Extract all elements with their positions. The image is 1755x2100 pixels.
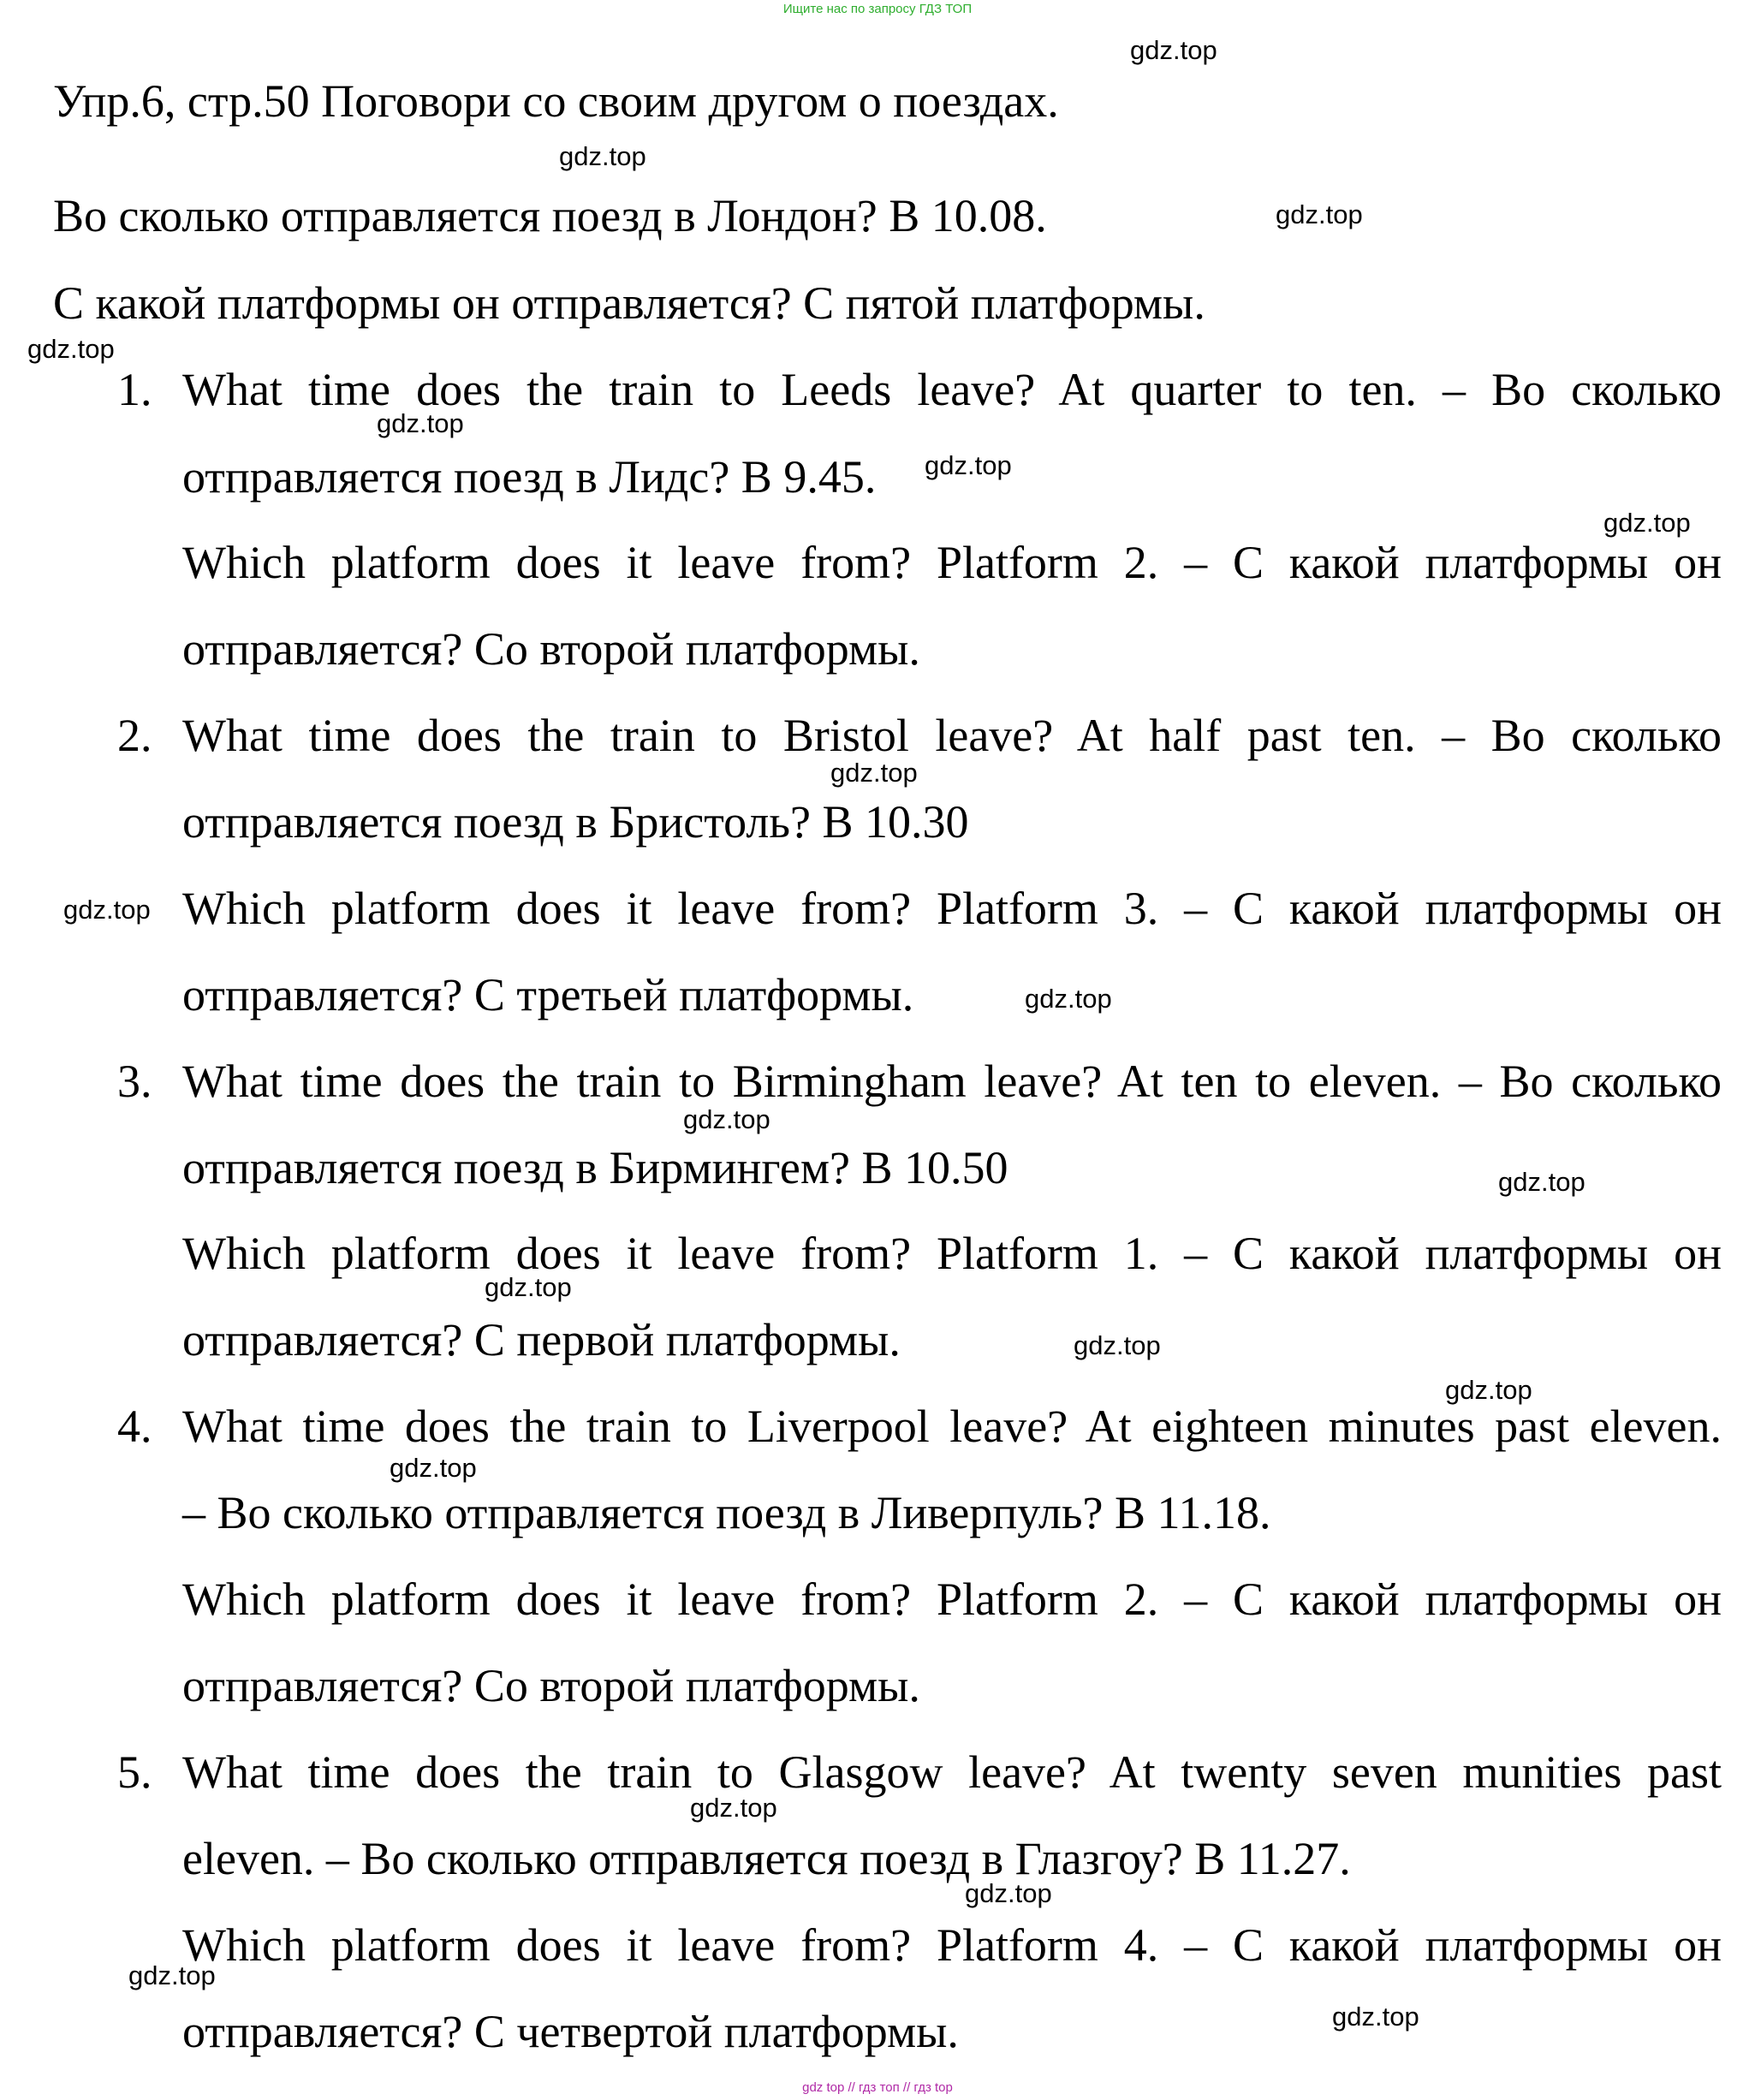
item-question-line: отправляется поезд в Лидс? В 9.45.	[182, 451, 877, 503]
footer-banner: gdz top // гдз топ // гдз top	[802, 2080, 953, 2095]
watermark: gdz.top	[63, 895, 151, 925]
watermark: gdz.top	[377, 408, 464, 438]
watermark: gdz.top	[1074, 1330, 1161, 1360]
watermark: gdz.top	[485, 1272, 572, 1302]
watermark: gdz.top	[830, 758, 918, 788]
item-question-line: eleven. – Во сколько отправляется поезд в Глазгоу? В 11.27.	[182, 1833, 1351, 1884]
item-number: 5.	[117, 1746, 152, 1798]
watermark: gdz.top	[1025, 984, 1112, 1014]
watermark: gdz.top	[1130, 35, 1217, 65]
item-platform-line: Which platform does it leave from? Platform 1. – С какой платформы он	[182, 1228, 1722, 1279]
item-platform-line: Which platform does it leave from? Platform 2. – С какой платформы он	[182, 1574, 1722, 1625]
item-number: 3.	[117, 1056, 152, 1107]
watermark: gdz.top	[690, 1793, 777, 1823]
item-platform-line: отправляется? С четвертой платформы.	[182, 2006, 959, 2057]
example-answer: С какой платформы он отправляется? С пятой платформы.	[53, 277, 1205, 329]
item-question-line: What time does the train to Liverpool leave? At eighteen minutes past eleven.	[182, 1401, 1722, 1452]
item-question-line: What time does the train to Glasgow leave? At twenty seven munities past	[182, 1746, 1722, 1798]
item-number: 4.	[117, 1401, 152, 1452]
watermark: gdz.top	[1445, 1375, 1532, 1405]
item-question-line: What time does the train to Birmingham leave? At ten to eleven. – Во сколько	[182, 1056, 1722, 1107]
watermark: gdz.top	[390, 1453, 477, 1483]
watermark: gdz.top	[1603, 508, 1691, 538]
header-banner: Ищите нас по запросу ГДЗ ТОП	[782, 2, 973, 16]
item-question-line: – Во сколько отправляется поезд в Ливерпуль? В 11.18.	[182, 1487, 1271, 1538]
item-platform-line: Which platform does it leave from? Platform 4. – С какой платформы он	[182, 1919, 1722, 1971]
item-platform-line: отправляется? Со второй платформы.	[182, 623, 920, 675]
item-platform-line: отправляется? Со второй платформы.	[182, 1660, 920, 1711]
watermark: gdz.top	[1276, 199, 1363, 229]
watermark: gdz.top	[683, 1104, 770, 1134]
watermark: gdz.top	[925, 450, 1012, 480]
item-question-line: отправляется поезд в Бристоль? В 10.30	[182, 796, 969, 848]
watermark: gdz.top	[559, 141, 646, 171]
watermark: gdz.top	[128, 1960, 216, 1990]
item-platform-line: Which platform does it leave from? Platform 3. – С какой платформы он	[182, 883, 1722, 934]
watermark: gdz.top	[1498, 1167, 1585, 1197]
watermark: gdz.top	[27, 334, 115, 364]
watermark: gdz.top	[965, 1878, 1052, 1908]
item-question-line: What time does the train to Leeds leave? At quarter to ten. – Во сколько	[182, 364, 1722, 415]
example-question: Во сколько отправляется поезд в Лондон? В 10.08.	[53, 190, 1047, 241]
item-platform-line: отправляется? С первой платформы.	[182, 1314, 901, 1365]
item-platform-line: Which platform does it leave from? Platform 2. – С какой платформы он	[182, 537, 1722, 588]
item-number: 2.	[117, 710, 152, 761]
watermark: gdz.top	[1332, 2002, 1419, 2032]
exercise-title: Упр.6, стр.50 Поговори со своим другом о поездах.	[53, 75, 1059, 127]
item-question-line: What time does the train to Bristol leave? At half past ten. – Во сколько	[182, 710, 1722, 761]
item-number: 1.	[117, 364, 152, 415]
item-question-line: отправляется поезд в Бирмингем? В 10.50	[182, 1142, 1008, 1193]
item-platform-line: отправляется? С третьей платформы.	[182, 969, 914, 1020]
